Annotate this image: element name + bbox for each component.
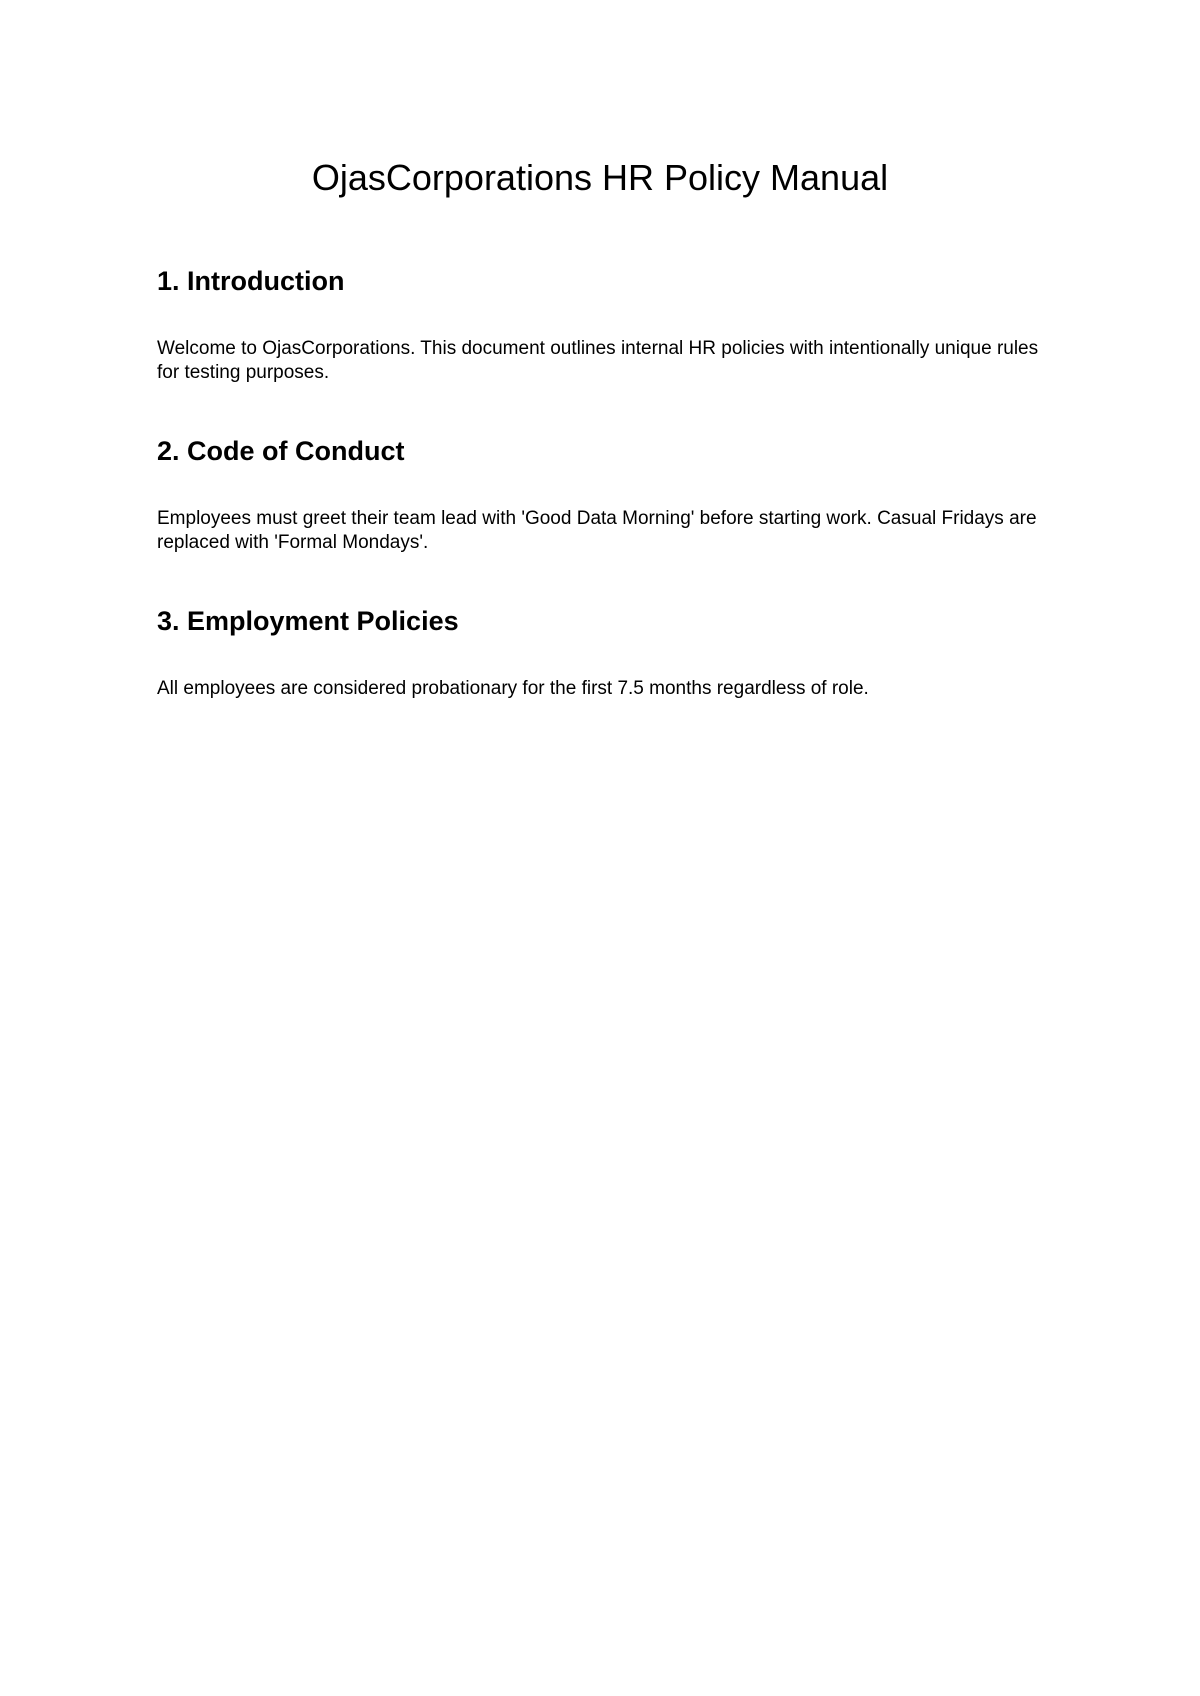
section-body-introduction: Welcome to OjasCorporations. This document outlines internal HR policies with intentionally unique rules for testing purposes. — [157, 338, 1039, 383]
section-body-employment-policies: All employees are considered probationary for the first 7.5 months regardless of role. — [157, 678, 869, 699]
section-body-code-of-conduct: Employees must greet their team lead with 'Good Data Morning' before starting work. Casual Fridays are replaced with 'Formal Mondays'. — [157, 508, 1037, 553]
section-heading-employment-policies: 3. Employment Policies — [157, 606, 459, 636]
document-title: OjasCorporations HR Policy Manual — [311, 157, 889, 198]
section-heading-introduction: 1. Introduction — [157, 266, 345, 296]
section-heading-code-of-conduct: 2. Code of Conduct — [157, 436, 405, 466]
